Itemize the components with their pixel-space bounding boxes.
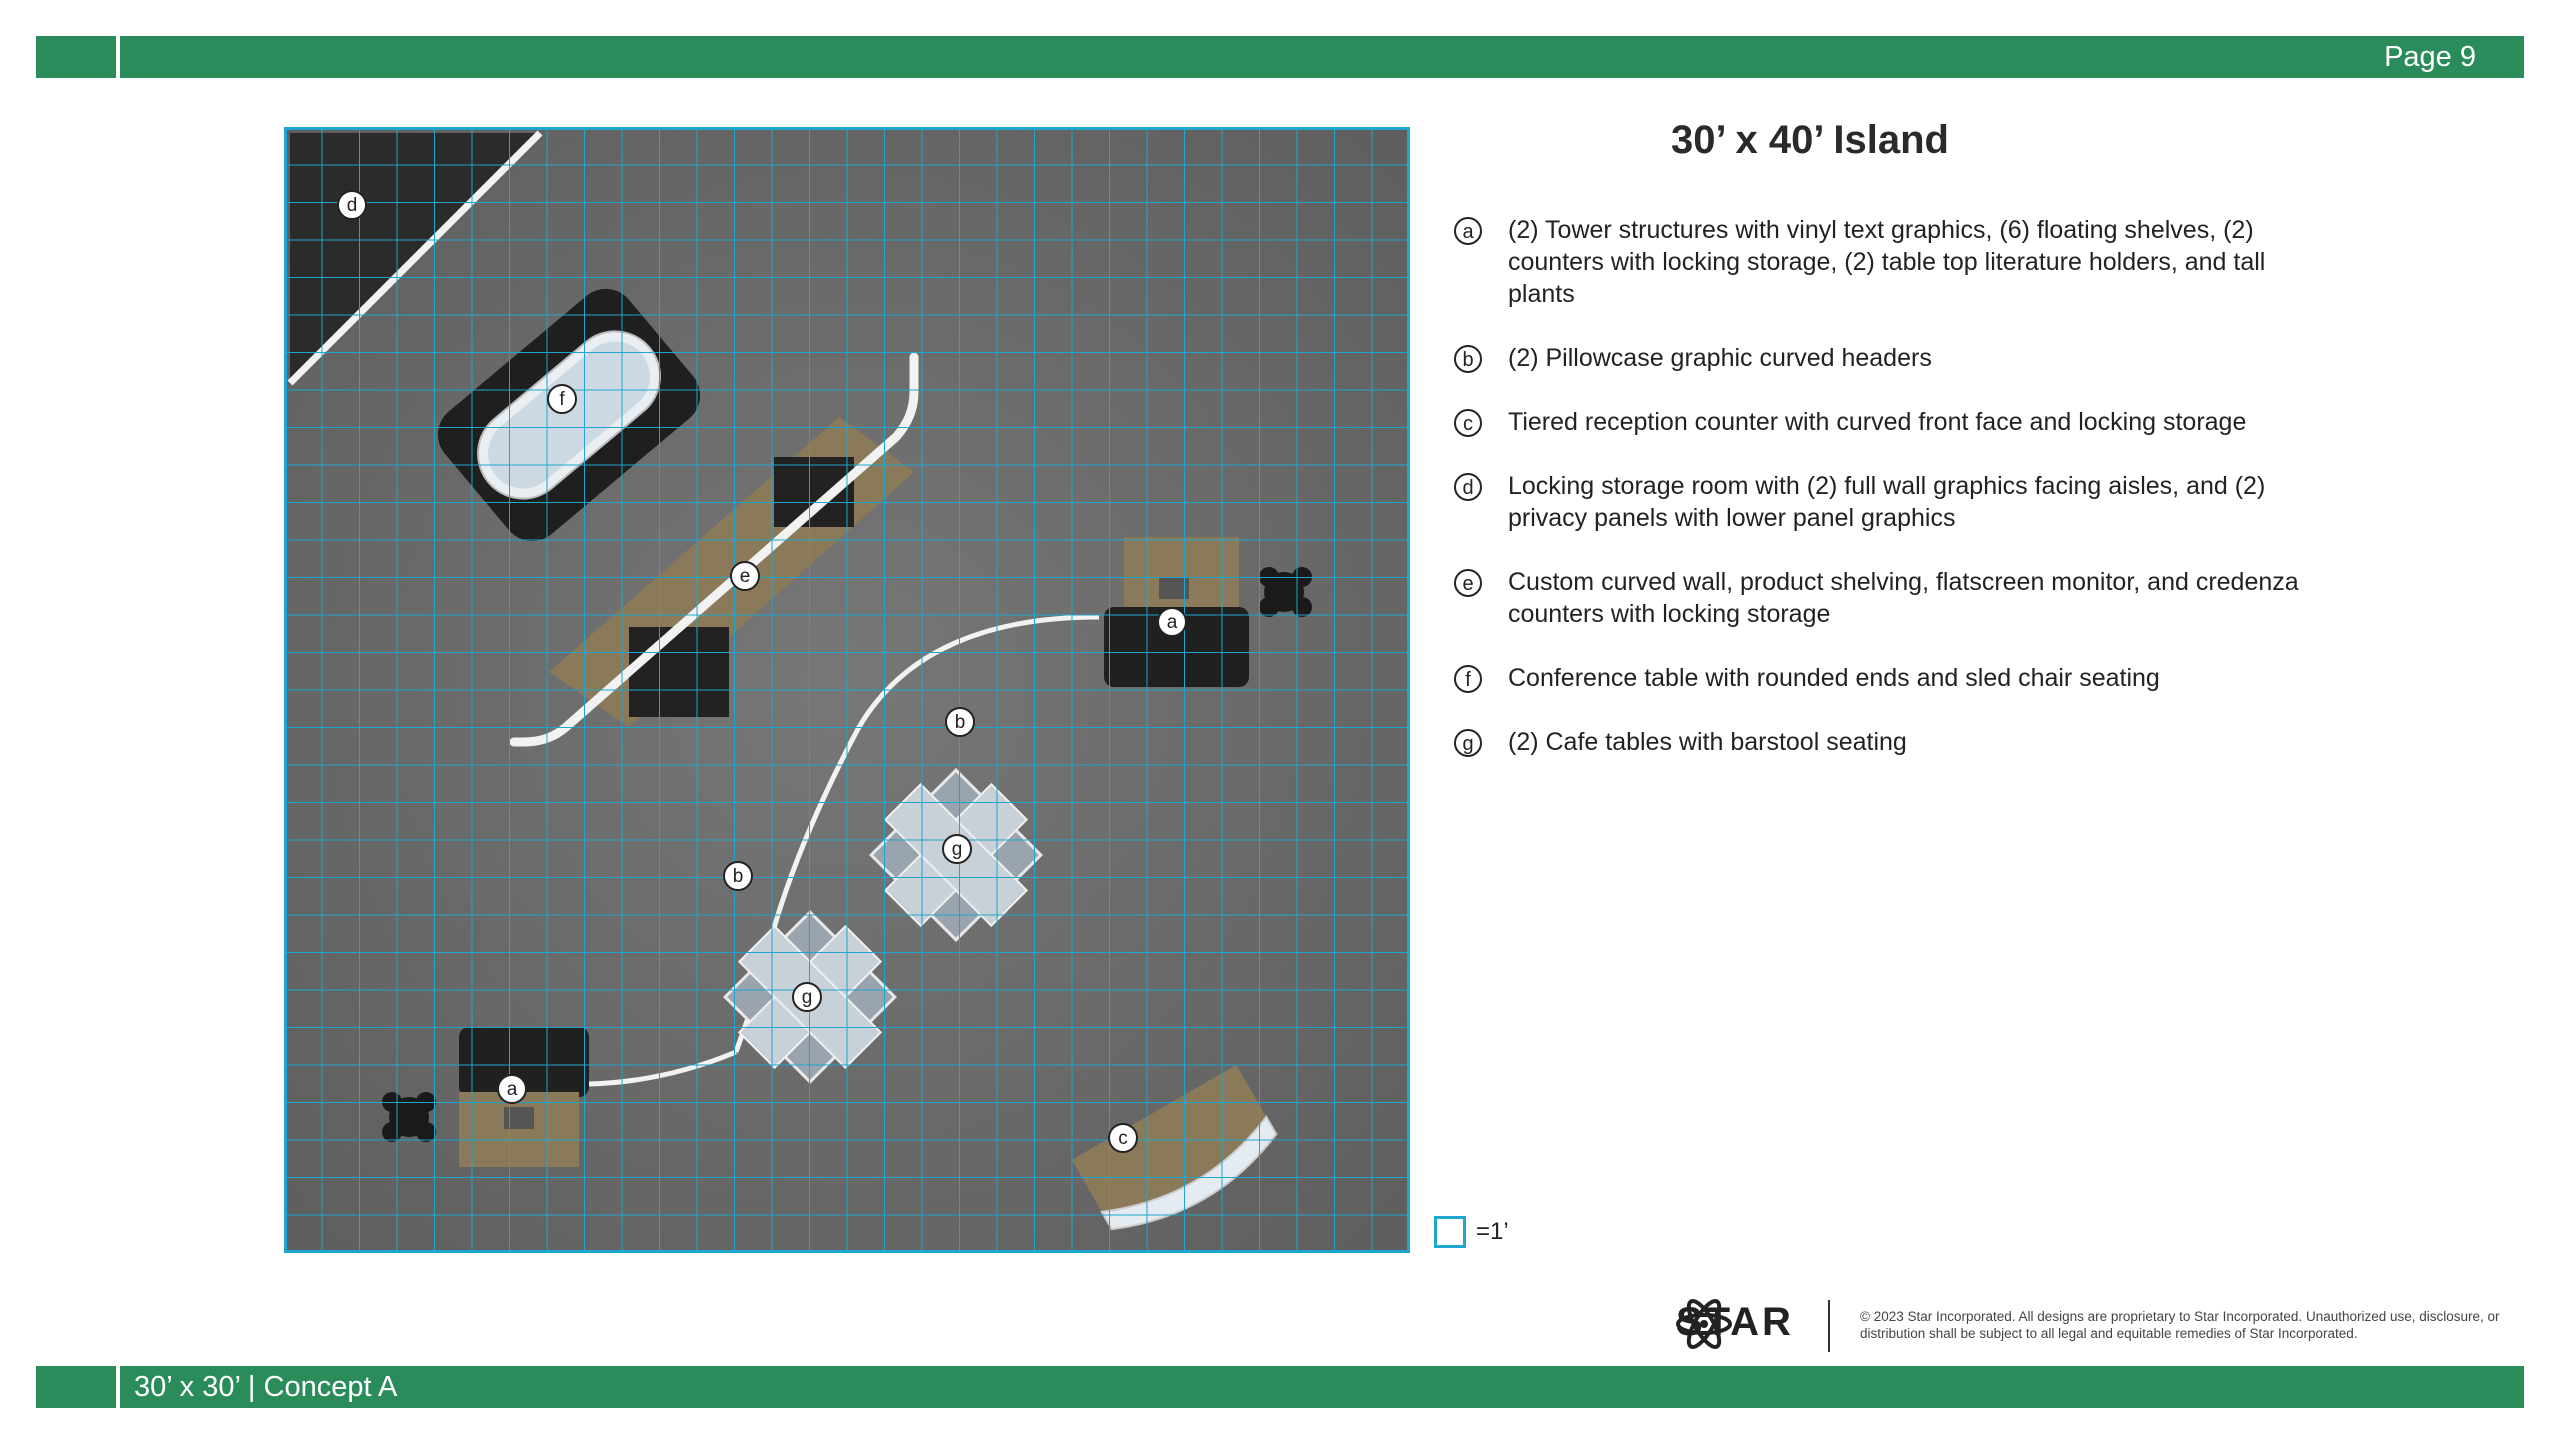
feature-legend bbox=[1454, 214, 2314, 790]
legend-text: Tiered reception counter with curved front face and locking storage bbox=[1508, 408, 2247, 436]
plan-marker-c bbox=[1109, 1124, 1137, 1152]
plan-marker-b bbox=[946, 708, 974, 736]
legend-item-b bbox=[1454, 342, 2314, 374]
plan-marker-letter: e bbox=[739, 566, 751, 587]
footer-bar bbox=[36, 1366, 2524, 1408]
plan-marker-letter: b bbox=[954, 712, 966, 733]
legend-letter-badge: e bbox=[1454, 569, 1482, 597]
plan-marker-letter: d bbox=[346, 195, 358, 216]
legend-letter-badge: g bbox=[1454, 729, 1482, 757]
plan-marker-g bbox=[943, 835, 971, 863]
legend-letter-badge: c bbox=[1454, 409, 1482, 437]
plan-marker-letter: b bbox=[732, 866, 744, 887]
legend-text: (2) Cafe tables with barstool seating bbox=[1508, 728, 1907, 756]
logo-divider bbox=[1828, 1300, 1830, 1352]
scale-label: =1’ bbox=[1476, 1218, 1509, 1245]
legend-item-a bbox=[1454, 214, 2314, 310]
legend-letter-badge: d bbox=[1454, 473, 1482, 501]
legend-text: Locking storage room with (2) full wall graphics facing aisles, and (2) privacy panels with lower panel graphics bbox=[1508, 472, 2266, 532]
plan-marker-a bbox=[498, 1075, 526, 1103]
logo-wordmark: STAR bbox=[1676, 1300, 1794, 1344]
legend-text: Custom curved wall, product shelving, flatscreen monitor, and credenza counters with locking storage bbox=[1508, 568, 2299, 628]
legend-letter-badge: b bbox=[1454, 345, 1482, 373]
legend-text: Conference table with rounded ends and sled chair seating bbox=[1508, 664, 2160, 692]
legend-item-c bbox=[1454, 406, 2314, 438]
legend-item-g bbox=[1454, 726, 2314, 758]
plan-marker-letter: g bbox=[801, 987, 813, 1008]
header-bar-divider bbox=[116, 36, 120, 78]
legend-item-e bbox=[1454, 566, 2314, 630]
legend-item-f bbox=[1454, 662, 2314, 694]
legend-text: (2) Tower structures with vinyl text graphics, (6) floating shelves, (2) counters with locking storage, (2) table top literature holders, and tall plants bbox=[1508, 216, 2266, 308]
footer-concept-label: 30’ x 30’ | Concept A bbox=[134, 1371, 398, 1403]
page-number: Page 9 bbox=[2384, 41, 2476, 73]
booth-floor-plan bbox=[284, 127, 1410, 1253]
plan-marker-letter: a bbox=[506, 1079, 518, 1100]
legend-item-d bbox=[1454, 470, 2314, 534]
legend-letter-badge: f bbox=[1454, 665, 1482, 693]
plan-marker-d bbox=[338, 191, 366, 219]
plan-marker-letter: g bbox=[951, 839, 963, 860]
plan-marker-e bbox=[731, 562, 759, 590]
plan-marker-letter: a bbox=[1166, 612, 1178, 633]
plan-marker-letter: c bbox=[1118, 1128, 1128, 1149]
copyright-notice: © 2023 Star Incorporated. All designs are proprietary to Star Incorporated. Unauthorized use, disclosure, or distribution shall be subject to all legal and equitable remedies of Star Incorporated. bbox=[1860, 1309, 2500, 1341]
plan-grid bbox=[284, 127, 1410, 1253]
scale-square-icon bbox=[1434, 1216, 1466, 1248]
plan-marker-a bbox=[1158, 608, 1186, 636]
header-bar bbox=[36, 36, 2524, 78]
legend-text: (2) Pillowcase graphic curved headers bbox=[1508, 344, 1932, 372]
plan-marker-g bbox=[793, 983, 821, 1011]
footer-bar-divider bbox=[116, 1366, 120, 1408]
legend-letter-badge: a bbox=[1454, 217, 1482, 245]
page-title: 30’ x 40’ Island bbox=[1671, 118, 1949, 162]
plan-marker-b bbox=[724, 862, 752, 890]
plan-marker-f bbox=[548, 385, 576, 413]
plan-marker-letter: f bbox=[559, 389, 565, 410]
